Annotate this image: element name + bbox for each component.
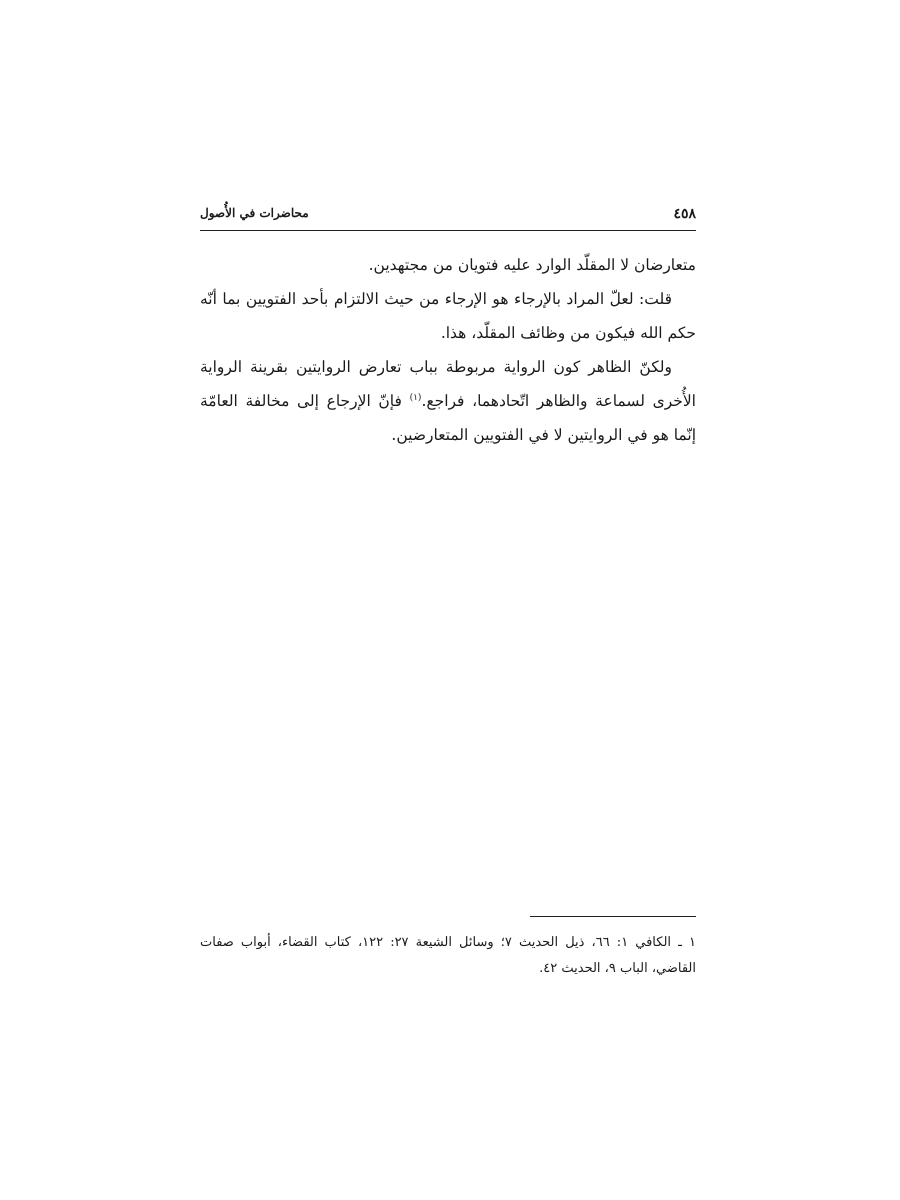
- paragraph-3: [200, 350, 696, 452]
- page-number: ٤٥٨: [673, 206, 696, 222]
- running-header: [200, 200, 696, 224]
- paragraph-2: قلت: لعلّ المراد بالإرجاء هو الإرجاء من حيث الالتزام بأحد الفتويين بما أنّه حكم الله فيكون من وظائف المقلّد، هذا.: [200, 290, 696, 342]
- book-title: محاضرات في الأُصول: [200, 206, 309, 220]
- footnote-separator: [530, 916, 696, 917]
- main-text: [200, 248, 696, 452]
- footnotes: [200, 930, 696, 982]
- document-page: [200, 200, 696, 1000]
- paragraph-3-continuation: فإنّ الإرجاع إلى مخالفة العامّة إنّما هو في الروايتين لا في الفتويين المتعارضين.: [200, 392, 696, 444]
- paragraph-3-text: ولكنّ الظاهر كون الرواية مربوطة بباب تعارض الروايتين بقرينة الرواية الأُخرى لسماعة والظاهر اتّحادهما، فراجع.: [200, 358, 696, 410]
- footnote-reference: (١): [409, 392, 422, 403]
- footnote-1: ١ ـ الكافي ١: ٦٦، ذيل الحديث ٧؛ وسائل الشيعة ٢٧: ١٢٢، كتاب القضاء، أبواب صفات القاضي، الباب ٩، الحديث ٤٢.: [200, 935, 696, 976]
- paragraph-1: متعارضان لا المقلّد الوارد عليه فتويان من مجتهدين.: [368, 256, 696, 274]
- header-rule: [200, 230, 696, 231]
